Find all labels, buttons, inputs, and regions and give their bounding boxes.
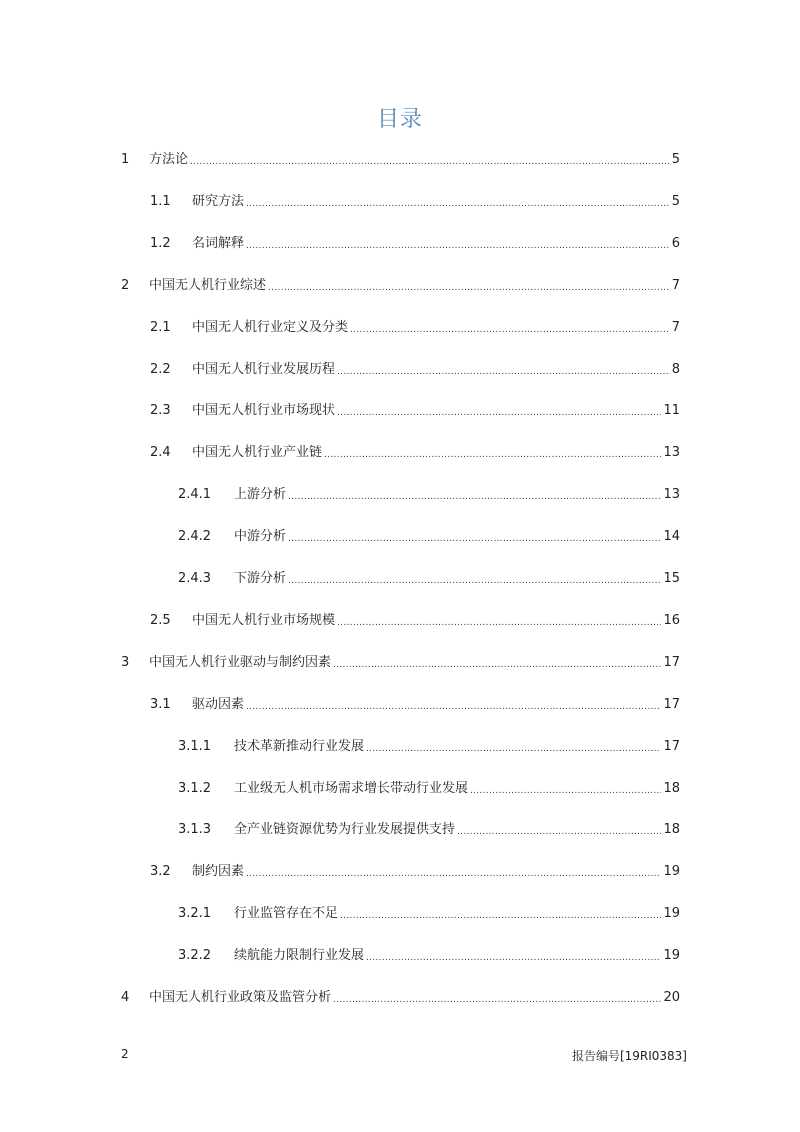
toc-entry-title: 中国无人机行业市场规模 [192, 612, 336, 628]
toc-entry-number: 3.2.2 [178, 948, 212, 964]
toc-entry-page: 6 [671, 235, 680, 251]
toc-entry-number: 3.1.3 [178, 822, 212, 838]
toc-entry-number: 1.2 [150, 235, 171, 251]
toc-entry-number: 1 [121, 152, 130, 167]
toc-entry-page: 16 [663, 612, 680, 628]
toc-dot-leader [268, 276, 670, 296]
toc-entry-page: 18 [663, 780, 680, 796]
toc-entry[interactable] [178, 820, 680, 840]
toc-dot-leader [288, 527, 661, 547]
toc-dot-leader [337, 360, 670, 380]
toc-entry[interactable] [178, 946, 680, 966]
toc-entry-page: 17 [663, 654, 680, 670]
toc-dot-leader [457, 820, 661, 840]
toc-dot-leader [288, 485, 661, 505]
toc-entry-page: 19 [663, 948, 680, 964]
toc-entry[interactable] [178, 569, 680, 589]
toc-entry-page: 15 [663, 571, 680, 586]
toc-entry-number: 2.4.3 [178, 571, 212, 586]
toc-entry-number: 3.2 [150, 864, 171, 880]
toc-entry-page: 14 [663, 529, 680, 545]
page-title: 目录 [376, 107, 423, 132]
toc-entry-number: 2.2 [150, 361, 171, 377]
toc-entry-title: 中国无人机行业驱动与制约因素 [149, 654, 332, 670]
toc-dot-leader [366, 737, 661, 757]
toc-dot-leader [246, 234, 670, 254]
toc-entry[interactable] [121, 276, 680, 296]
toc-entry-number: 2.4 [150, 445, 171, 461]
toc-dot-leader [324, 443, 661, 463]
toc-entry-title: 中国无人机行业综述 [149, 277, 267, 293]
toc-entry-number: 4 [121, 990, 130, 1005]
toc-entry-page: 19 [663, 864, 680, 880]
toc-entry-title: 工业级无人机市场需求增长带动行业发展 [234, 780, 469, 796]
toc-entry-title: 中国无人机行业发展历程 [192, 361, 336, 377]
toc-entry[interactable] [150, 234, 680, 254]
toc-entry-title: 续航能力限制行业发展 [234, 948, 365, 964]
toc-dot-leader [337, 611, 661, 631]
toc-entry[interactable] [150, 443, 680, 463]
toc-dot-leader [337, 401, 661, 421]
toc-entry-number: 2.4.2 [178, 529, 212, 545]
toc-entry-number: 3 [121, 654, 130, 670]
toc-entry[interactable] [178, 527, 680, 547]
toc-entry-page: 19 [663, 906, 680, 922]
toc-entry-title: 驱动因素 [192, 696, 245, 712]
toc-entry-page: 17 [663, 696, 680, 712]
toc-entry-title: 中国无人机行业产业链 [192, 445, 323, 461]
toc-dot-leader [333, 988, 661, 1008]
toc-entry[interactable] [150, 695, 680, 715]
toc-dot-leader [333, 653, 661, 673]
toc-entry-number: 3.2.1 [178, 906, 212, 922]
toc-dot-leader [350, 318, 670, 338]
toc-entry-number: 2.1 [150, 319, 171, 335]
toc-entry-title: 方法论 [149, 152, 189, 167]
toc-entry[interactable] [150, 192, 680, 212]
toc-entry-page: 13 [663, 487, 680, 503]
toc-entry[interactable] [121, 988, 680, 1008]
toc-entry-page: 7 [671, 277, 680, 293]
toc-entry[interactable] [150, 401, 680, 421]
toc-entry-number: 2.4.1 [178, 487, 212, 503]
toc-dot-leader [470, 779, 661, 799]
toc-entry[interactable] [150, 318, 680, 338]
toc-dot-leader [340, 904, 661, 924]
toc-entry-number: 2.3 [150, 403, 171, 419]
toc-entry[interactable] [150, 360, 680, 380]
toc-entry[interactable] [121, 653, 680, 673]
toc-entry-title: 下游分析 [234, 571, 287, 586]
toc-entry-page: 5 [671, 193, 680, 209]
toc-entry-title: 技术革新推动行业发展 [234, 738, 365, 754]
toc-dot-leader [190, 150, 670, 170]
toc-entry-number: 3.1.1 [178, 738, 212, 754]
toc-entry[interactable] [178, 904, 680, 924]
toc-entry-number: 2.5 [150, 612, 171, 628]
toc-entry[interactable] [178, 779, 680, 799]
toc-entry-title: 全产业链资源优势为行业发展提供支持 [234, 822, 456, 838]
toc-dot-leader [366, 946, 661, 966]
toc-entry-title: 中国无人机行业定义及分类 [192, 319, 349, 335]
toc-entry-number: 2 [121, 277, 130, 293]
toc-entry-page: 20 [663, 990, 680, 1005]
toc-dot-leader [288, 569, 661, 589]
toc-entry-number: 3.1 [150, 696, 171, 712]
toc-entry-title: 中国无人机行业市场现状 [192, 403, 336, 419]
toc-entry[interactable] [178, 737, 680, 757]
toc-entry-title: 行业监管存在不足 [234, 906, 339, 922]
toc-entry-title: 名词解释 [192, 235, 245, 251]
footer-report-code: 报告编号[19RI0383] [571, 1049, 687, 1063]
footer-page-number: 2 [121, 1047, 129, 1061]
toc-entry[interactable] [150, 862, 680, 882]
toc-entry[interactable] [150, 611, 680, 631]
toc-entry-page: 13 [663, 445, 680, 461]
toc-entry-page: 7 [671, 319, 680, 335]
toc-entry-title: 上游分析 [234, 487, 287, 503]
toc-entry-number: 3.1.2 [178, 780, 212, 796]
toc-entry-page: 17 [663, 738, 680, 754]
toc-dot-leader [246, 862, 661, 882]
toc-entry[interactable] [121, 150, 680, 170]
toc-dot-leader [246, 695, 661, 715]
toc-entry-page: 11 [663, 403, 680, 419]
toc-entry-page: 8 [671, 361, 680, 377]
toc-entry-title: 研究方法 [192, 193, 245, 209]
toc-dot-leader [246, 192, 670, 212]
toc-entry-title: 制约因素 [192, 864, 245, 880]
toc-entry-title: 中国无人机行业政策及监管分析 [149, 990, 332, 1005]
toc-entry-page: 5 [671, 152, 680, 167]
toc-entry-page: 18 [663, 822, 680, 838]
toc-entry-number: 1.1 [150, 193, 171, 209]
toc-entry-title: 中游分析 [234, 529, 287, 545]
toc-entry[interactable] [178, 485, 680, 505]
